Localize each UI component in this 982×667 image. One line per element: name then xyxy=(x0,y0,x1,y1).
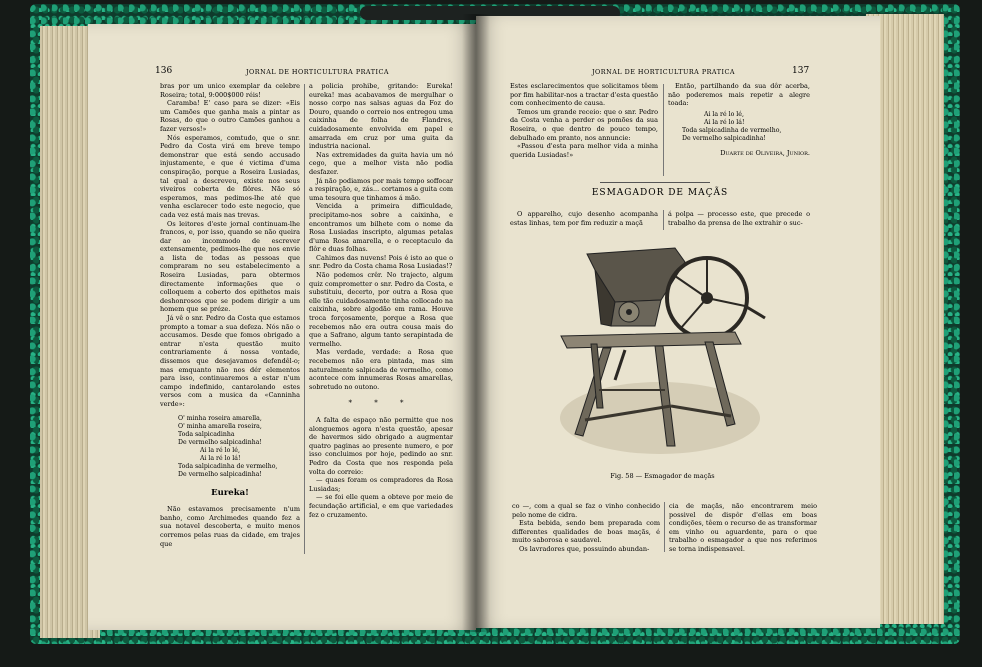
left-column-1 xyxy=(160,82,300,548)
paragraph: Nas extremidades da guita havia um nó cego, que a melhor vista não podia desfazer. xyxy=(309,150,453,176)
figure-caption: Fig. 58 — Esmagador de maçãs xyxy=(610,472,715,480)
left-running-head: JORNAL DE HORTICULTURA PRATICA xyxy=(246,68,389,76)
section-stars: * * * xyxy=(348,399,414,408)
right-page-number: 137 xyxy=(792,66,810,76)
paragraph: A falta de espaço não permitte que nos alonguemos agora n'esta questão, apesar de havermos sido obrigado a augmentar quatro paginas ao presente numero, e por isso concluimos por hoje, pedindo ao snr. Pedro da Costa que nos responda pela volta do correio: xyxy=(309,415,453,476)
verse-line: De vermelho salpicadinha! xyxy=(178,438,262,446)
left-page-number: 136 xyxy=(155,66,173,76)
signature: Duarte de Oliveira, Junior. xyxy=(720,148,810,157)
paragraph: Estes esclarecimentos que solicitamos têem por fim habilitar-nos a tractar d'esta questão com conhecimento de causa. xyxy=(510,82,659,108)
verse-line: De vermelho salpicadinha! xyxy=(178,470,262,478)
section-rule xyxy=(600,182,710,183)
column-divider xyxy=(664,502,665,552)
paragraph: Vencida a primeira difficuldade, precipitamo-nos sobre a caixinha, e encontramos um bilhete com o nome da Rosa Lusiadas inscripto, algumas petalas d'uma Rosa amarella, e o receptaculo da flôr e duas folhas. xyxy=(309,202,453,254)
verse-line: Toda salpicadinha de vermelho, xyxy=(682,126,782,134)
verse xyxy=(160,415,300,479)
paragraph: Não podemos crêr. No trajecto, algum quiz comprometter o snr. Pedro da Costa, e substituiu, decerto, por outra a Rosa que elle tão cuidadosamente tinha collocado na caixinha, sobre algodão em rama. Houve troca forçosamente, porque a Rosa que recebemos não era outra cousa mais do que a Safrano, algum tanto serapintada de vermelho. xyxy=(309,271,453,348)
paragraph: Nós esperamos, comtudo, que o snr. Pedro da Costa virá em breve tempo demonstrar que está sendo accusado injustamente, e que é victima d'uma conspiração, porque a Roseira Lusiadas, tal qual a descreveu, existe nos seus viveiros coberta de flôres. Não só esperamos, mas pedimos-lhe até que venha esclarecer todo este negocio, que cada vez está mais nas trevas. xyxy=(160,133,300,219)
verse-line: Toda salpicadinha de vermelho, xyxy=(178,462,278,470)
paragraph: Temos um grande receio: que o snr. Pedro da Costa venha a perder os pomões da sua Roseira, o que dentro de pouco tempo, debulhado em pranto, nos annuncie: xyxy=(510,107,658,142)
paragraph: Os lavradores que, possuindo abundan- xyxy=(519,544,650,553)
intro-column-1 xyxy=(510,210,658,227)
verse-line: De vermelho salpicadinha! xyxy=(682,134,766,142)
paragraph: Os leitores d'este jornal continuam-lhe francos, e, por isso, quando se não queira dar ao incommodo de escrever extensamente, pedimos-lhe que nos envie a lista de todas as pessoas que compraram no seu estabelecimento a Roseira Lusiadas, para obtermos directamente informações que o colloquem a coberto dos epithetos mais deshonrosos que se podem dirigir a um homem que se préze. xyxy=(160,219,300,314)
paragraph: O apparelho, cujo desenho acompanha estas linhas, tem por fim reduzir a maçã xyxy=(510,210,658,227)
verse-line: Toda salpicadinha xyxy=(178,430,235,438)
column-divider xyxy=(304,84,305,554)
verse-line: Ai la ré lo lá! xyxy=(200,454,241,462)
paragraph: bras por um unico exemplar da celebre Roseira; total, 9:000$000 réis! xyxy=(160,82,300,99)
paragraph: Então, partilhando da sua dôr acerba, não poderemos mais repetir a alegre toada: xyxy=(668,82,810,108)
left-column-2 xyxy=(309,82,453,519)
apple-crusher-illustration xyxy=(555,240,770,468)
paragraph: Não estavamos precisamente n'um banho, como Archimedes quando fez a sua notavel descoberta, e muito menos corremos pelas ruas da cidade, em trajes que xyxy=(160,505,300,548)
paragraph: — se foi elle quem a obteve por meio de fecundação artificial, e em que variedades fez o cruzamento. xyxy=(309,493,453,519)
paragraph: Cahimos das nuvens! Pois é isto ao que o snr. Pedro da Costa chama Rosa Lusiadas!? xyxy=(309,253,453,271)
bottom-column-2 xyxy=(669,502,817,554)
paragraph: «Passou d'esta para melhor vida a minha querida Lusiadas!» xyxy=(510,142,658,159)
bottom-column-1 xyxy=(512,502,660,554)
verse-line: Ai la ré lo lá! xyxy=(704,118,745,126)
verse-line: O' minha roseira amarella, xyxy=(178,414,262,422)
verse-line: O' minha amarella roseira, xyxy=(178,422,262,430)
verse-line: Ai la ré lo lé, xyxy=(704,110,744,118)
verse-line: Ai la ré lo lé, xyxy=(200,446,240,454)
paragraph: co —, com a qual se faz o vinho conhecido pelo nome de cidra. xyxy=(512,502,660,519)
right-top-column-2 xyxy=(668,82,810,157)
intro-column-2 xyxy=(668,210,810,227)
right-top-column-1 xyxy=(510,82,658,159)
paragraph: Mas verdade, verdade: a Rosa que recebemos não era pintada, mas sim naturalmente salpicada de vermelho, como acontece com innumeras Rosas amarellas, sobretudo no outono. xyxy=(309,348,453,391)
paragraph: Esta bebida, sendo bem preparada com differentes qualidades de boas maçãs, é muito saborosa e saudavel. xyxy=(512,519,660,545)
paragraph: Já não podiamos por mais tempo soffocar a respiração, e, zás... cortamos a guita com uma tesoura que tinhamos á mão. xyxy=(309,176,453,202)
book-gutter xyxy=(462,14,490,632)
section-heading-eureka: Eureka! xyxy=(211,487,249,498)
article-title: ESMAGADOR DE MAÇÃS xyxy=(591,188,729,198)
verse xyxy=(668,111,810,143)
right-running-head: JORNAL DE HORTICULTURA PRATICA xyxy=(592,68,735,76)
paragraph: á polpa — processo este, que precede o trabalho da prensa de lhe extrahir o suc- xyxy=(668,210,810,227)
paragraph: Caramba! E' caso para se dizer: «Eis um Camões que ganha mais a pintar as Rosas, do que o outro Camões ganhou a fazer versos!» xyxy=(160,99,300,133)
column-divider xyxy=(663,84,664,176)
paragraph: cia de maçãs, não encontrarem meio possivel de dispôr d'ellas em boas condições, têem o recurso de as transformar em vinho ou aguardente, para o que trabalho o esmagador a que nos referimos se torna indispensavel. xyxy=(669,502,817,553)
paragraph: Já vê o snr. Pedro da Costa que estamos prompto a tomar a sua defeza. Nós não o accusamos. Desde que fomos obrigado a entrar n'esta questão muito contrariamente á nossa vontade, dissemos que desejavamos defendêl-o; mas emquanto não nos dér elementos para isso, continuaremos a estar n'um campo indefinido, cantarolando estes versos com a musica da «Canninha verde»: xyxy=(160,314,300,408)
apple-crusher-engraving xyxy=(555,240,770,468)
column-divider xyxy=(663,210,664,230)
paragraph: — quaes foram os compradores da Rosa Lusiadas; xyxy=(309,476,453,493)
paragraph: a policia prohibe, gritando: Eureka! eureka! mas acabavamos de mergulhar o nosso corpo nas salsas aguas da Foz do Douro, quando o correio nos entregou uma caixinha de folha de Flandres, cuidadosamente envolvida em papel e amarrada em cruz por uma guita da industria nacional. xyxy=(309,82,453,151)
